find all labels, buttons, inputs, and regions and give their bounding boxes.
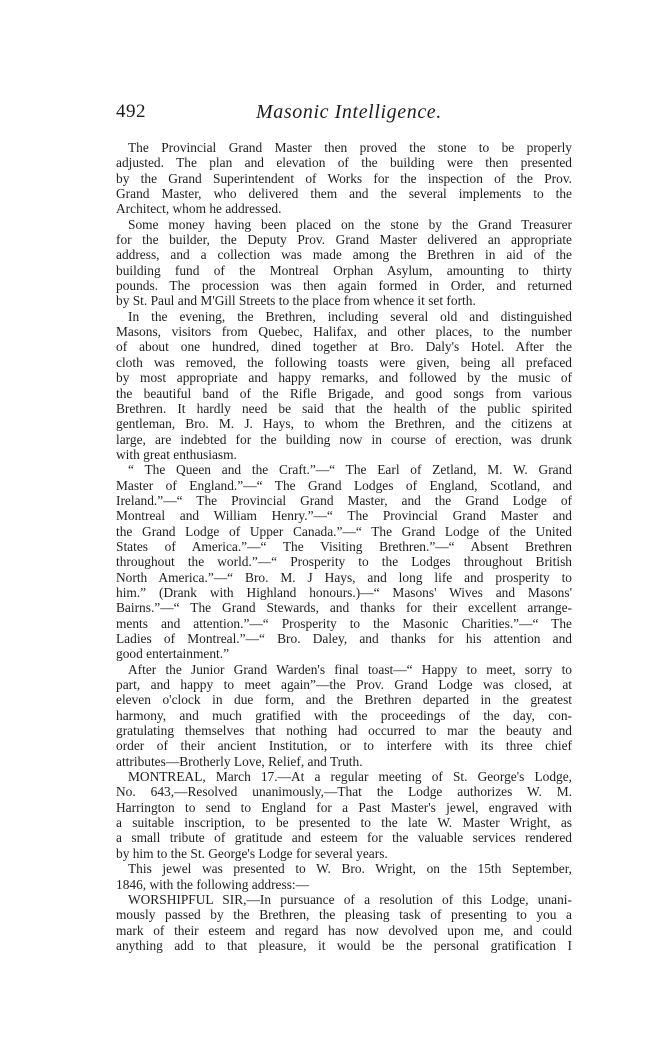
text-line: In the evening, the Brethren, including several old and distinguished xyxy=(128,308,572,324)
text-line: mark of their esteem and regard has now devolved upon me, and could xyxy=(116,922,572,938)
text-line: pounds. The procession was then again formed in Order, and returned xyxy=(116,278,572,294)
text-line: part, and happy to meet again”—the Prov. Grand Lodge was closed, at xyxy=(116,677,572,693)
text-line: anything add to that pleasure, it would be the personal gratification I xyxy=(116,937,572,953)
text-line: for the builder, the Deputy Prov. Grand Master delivered an appropriate xyxy=(116,232,572,248)
text-line: Masons, visitors from Quebec, Halifax, and other places, to the number xyxy=(116,324,572,340)
text-line: ments and attention.”—“ Prosperity to the Masonic Charities.”—“ The xyxy=(116,615,572,631)
text-line: with great enthusiasm. xyxy=(116,446,237,462)
text-line: No. 643,—Resolved unanimously,—That the Lodge authorizes W. M. xyxy=(116,784,572,800)
text-line: a small tribute of gratitude and esteem for the valuable services rendered xyxy=(116,830,572,846)
text-line: Master of England.”—“ The Grand Lodges of England, Scotland, and xyxy=(116,477,572,493)
text-line: him.” (Drank with Highland honours.)—“ Masons' Wives and Masons' xyxy=(116,584,572,600)
text-line: MONTREAL, March 17.—At a regular meeting of St. George's Lodge, xyxy=(128,769,572,785)
text-line: Ireland.”—“ The Provincial Grand Master, and the Grand Lodge of xyxy=(116,492,572,508)
text-line: Harrington to send to England for a Past Master's jewel, engraved with xyxy=(116,799,572,815)
text-line: address, and a collection was made among the Brethren in aid of the xyxy=(116,247,572,263)
text-line: mously passed by the Brethren, the pleasing task of presenting to you a xyxy=(116,907,572,923)
text-line: North America.”—“ Bro. M. J Hays, and long life and prosperity to xyxy=(116,569,572,585)
page-header xyxy=(116,101,572,127)
text-line: The Provincial Grand Master then proved the stone to be properly xyxy=(128,140,572,155)
text-line: Grand Master, who delivered them and the several implements to the xyxy=(116,186,572,202)
page-number: 492 xyxy=(116,101,146,122)
text-line: eleven o'clock in due form, and the Brethren departed in the greatest xyxy=(116,692,572,708)
text-line: attributes—Brotherly Love, Relief, and Truth. xyxy=(116,753,363,769)
text-line: by the Grand Superintendent of Works for the inspection of the Prov. xyxy=(116,170,572,186)
text-line: the beautiful band of the Rifle Brigade, and good songs from various xyxy=(116,385,572,401)
text-line: Ladies of Montreal.”—“ Bro. Daley, and thanks for his attention and xyxy=(116,631,572,646)
body-text xyxy=(116,140,572,953)
running-title: Masonic Intelligence. xyxy=(256,101,442,123)
text-line: WORSHIPFUL SIR,—In pursuance of a resolution of this Lodge, unani- xyxy=(128,891,572,907)
text-line: Bairns.”—“ The Grand Stewards, and thanks for their excellent arrange- xyxy=(116,600,572,616)
text-line: throughout the world.”—“ Prosperity to the Lodges throughout British xyxy=(116,554,572,570)
text-line: the Grand Lodge of Upper Canada.”—“ The Grand Lodge of the United xyxy=(116,523,572,539)
text-line: Montreal and William Henry.”—“ The Provincial Grand Master and xyxy=(116,508,572,524)
text-line: large, are indebted for the building now in course of erection, was drunk xyxy=(116,431,572,447)
text-line: cloth was removed, the following toasts were given, being all prefaced xyxy=(116,354,572,370)
text-line: This jewel was presented to W. Bro. Wright, on the 15th September, xyxy=(128,861,572,877)
text-line: gratulating themselves that nothing had occurred to mar the beauty and xyxy=(116,723,572,739)
text-line: by most appropriate and happy remarks, and followed by the music of xyxy=(116,370,572,386)
text-line: States of America.”—“ The Visiting Brethren.”—“ Absent Brethren xyxy=(116,538,572,554)
text-line: good entertainment.” xyxy=(116,646,230,662)
text-line: 1846, with the following address:— xyxy=(116,876,310,892)
text-line: harmony, and much gratified with the proceedings of the day, con- xyxy=(116,707,572,723)
text-line: by St. Paul and M'Gill Streets to the place from whence it set forth. xyxy=(116,293,476,309)
text-line: order of their ancient Institution, or to interfere with its three chief xyxy=(116,738,572,754)
text-line: Architect, whom he addressed. xyxy=(116,201,282,217)
text-line: building fund of the Montreal Orphan Asylum, amounting to thirty xyxy=(116,262,572,278)
text-line: Some money having been placed on the stone by the Grand Treasurer xyxy=(128,216,572,232)
text-line: Brethren. It hardly need be said that the health of the public spirited xyxy=(116,400,572,416)
text-line: gentleman, Bro. M. J. Hays, to whom the Brethren, and the citizens at xyxy=(116,416,572,432)
text-line: of about one hundred, dined together at Bro. Daly's Hotel. After the xyxy=(116,339,572,355)
text-line: a suitable inscription, to be presented to the late W. Master Wright, as xyxy=(116,815,572,831)
text-line: After the Junior Grand Warden's final toast—“ Happy to meet, sorry to xyxy=(128,661,572,677)
text-line: adjusted. The plan and elevation of the building were then presented xyxy=(116,155,572,171)
text-line: “ The Queen and the Craft.”—“ The Earl of Zetland, M. W. Grand xyxy=(128,462,572,478)
text-line: by him to the St. George's Lodge for several years. xyxy=(116,845,388,861)
